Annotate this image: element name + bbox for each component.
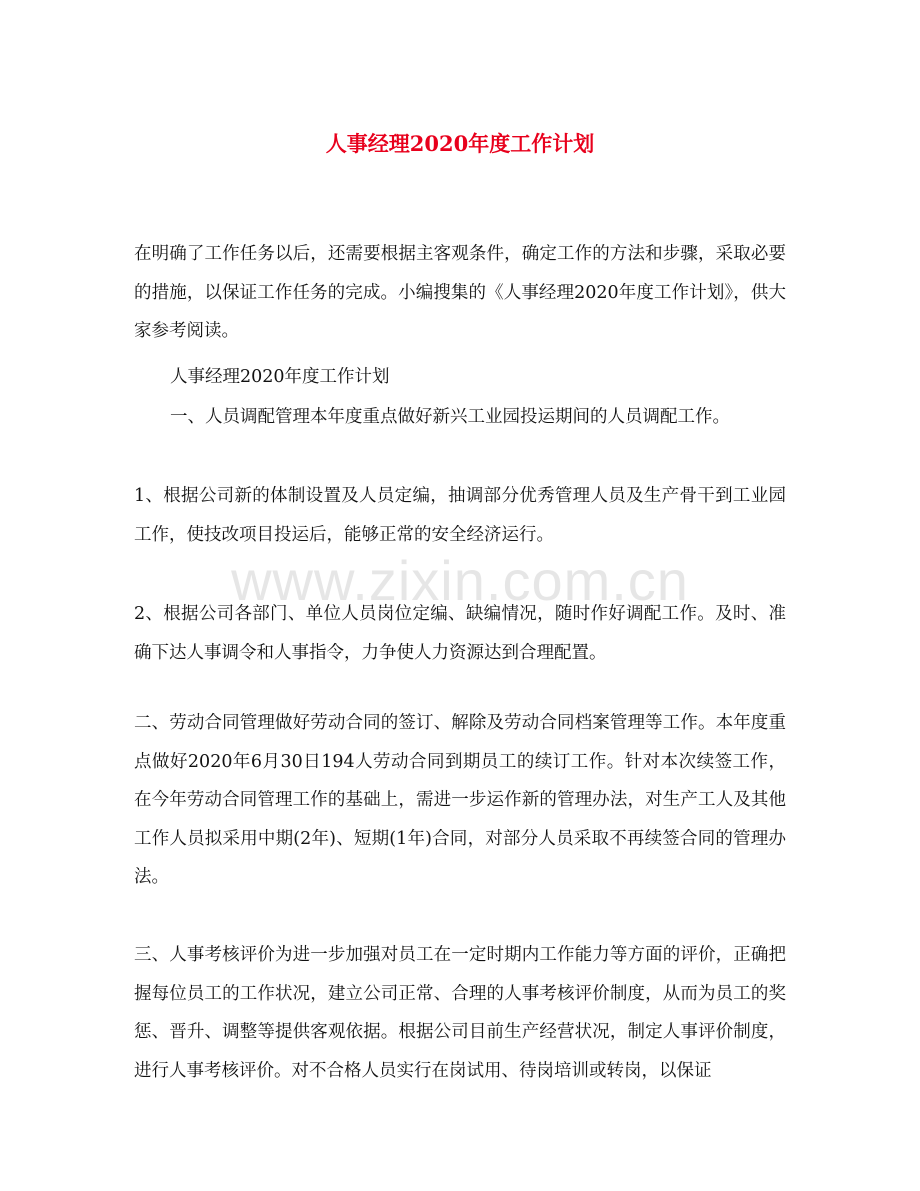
section-3-paragraph: 三、人事考核评价为进一步加强对员工在一定时期内工作能力等方面的评价，正确把握每位员工的工作状况，建立公司正常、合理的人事考核评价制度，从而为员工的奖惩、晋升、调整等提供客观依据。根据公司目前生产经营状况，制定人事评价制度，进行人事考核评价。对不合格人员实行在岗试用、待岗培训或转岗，以保证 bbox=[134, 945, 786, 1081]
item-2-paragraph: 2、根据公司各部门、单位人员岗位定编、缺编情况，随时作好调配工作。及时、准确下达人事调令和人事指令，力争使人力资源达到合理配置。 bbox=[134, 604, 786, 663]
section-1-heading: 一、人员调配管理本年度重点做好新兴工业园投运期间的人员调配工作。 bbox=[170, 407, 730, 427]
watermark: www.zixin.com.cn bbox=[231, 549, 689, 612]
document-title: 人事经理2020年度工作计划 bbox=[325, 131, 595, 156]
section-2-paragraph: 二、劳动合同管理做好劳动合同的签订、解除及劳动合同档案管理等工作。本年度重点做好2020年6月30日194人劳动合同到期员工的续订工作。针对本次续签工作，在今年劳动合同管理工作的基础上，需进一步运作新的管理办法，对生产工人及其他工作人员拟采用中期(2年)、短期(1年)合同，对部分人员采取不再续签合同的管理办法。 bbox=[134, 713, 786, 887]
plan-subtitle: 人事经理2020年度工作计划 bbox=[170, 367, 390, 387]
intro-paragraph: 在明确了工作任务以后，还需要根据主客观条件，确定工作的方法和步骤，采取必要的措施，以保证工作任务的完成。小编搜集的《人事经理2020年度工作计划》，供大家参考阅读。 bbox=[134, 244, 786, 341]
item-1-paragraph: 1、根据公司新的体制设置及人员定编，抽调部分优秀管理人员及生产骨干到工业园工作，使技改项目投运后，能够正常的安全经济运行。 bbox=[134, 486, 786, 545]
